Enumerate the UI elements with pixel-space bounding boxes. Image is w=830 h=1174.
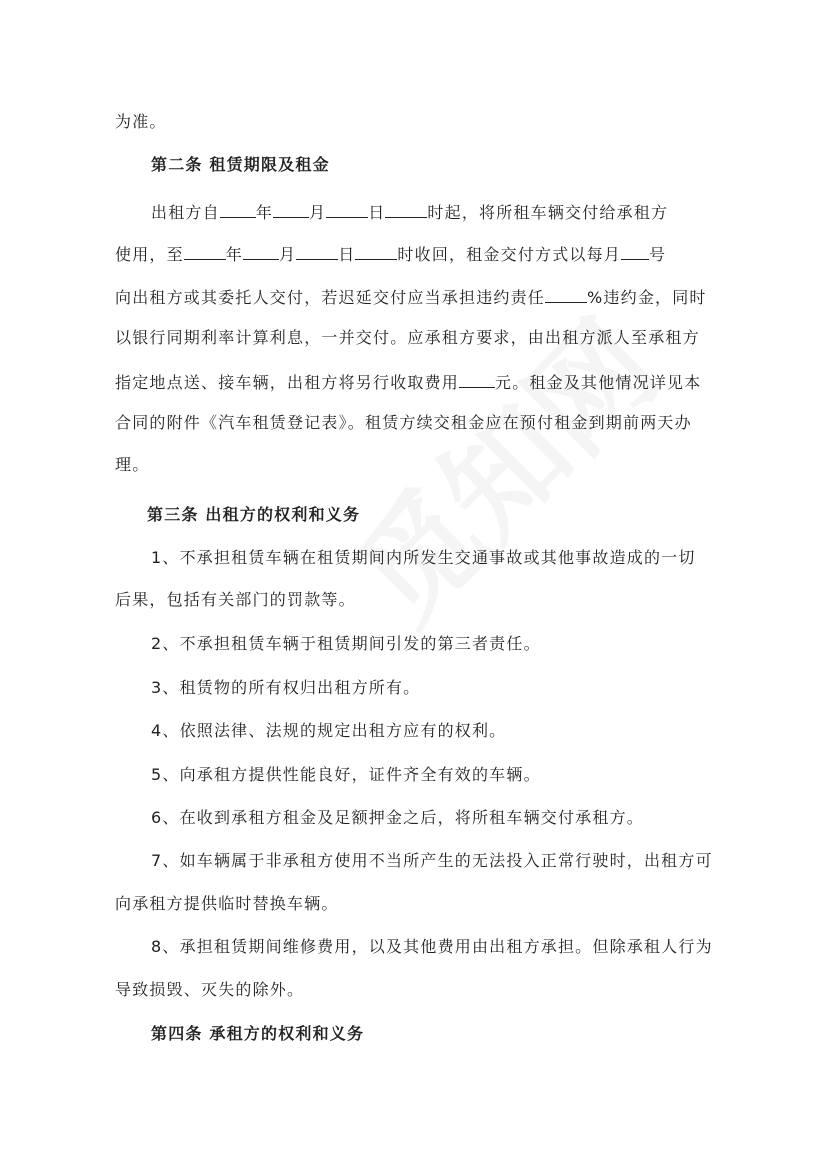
- list-item: 1、不承担租赁车辆在租赁期间内所发生交通事故或其他事故造成的一切: [151, 548, 696, 567]
- list-item: 7、如车辆属于非承租方使用不当所产生的无法投入正常行驶时，出租方可: [151, 851, 713, 870]
- text-line: 导致损毁、灭失的除外。: [115, 980, 305, 999]
- text-line: 合同的附件《汽车租赁登记表》。租赁方续交租金应在预付租金到期前两天办: [115, 413, 692, 432]
- section-heading-2: 第二条 租赁期限及租金: [151, 155, 330, 174]
- section-heading-4: 第四条 承租方的权利和义务: [151, 1024, 365, 1043]
- text-line: 后果，包括有关部门的罚款等。: [115, 590, 356, 609]
- list-item: 2、不承担租赁车辆于租赁期间引发的第三者责任。: [151, 634, 541, 653]
- text-line-blanks: 出租方自 年 月 日 时起，将所租车辆交付给承租方: [151, 203, 669, 222]
- section-heading-3: 第三条 出租方的权利和义务: [147, 505, 361, 524]
- text-line: 理。: [115, 455, 150, 474]
- text-line: 向承租方提供临时替换车辆。: [115, 894, 339, 913]
- text-line-blanks: 指定地点送、接车辆，出租方将另行收取费用 元。租金及其他情况详见本: [115, 373, 702, 392]
- list-item: 4、依照法律、法规的规定出租方应有的权利。: [151, 721, 507, 740]
- text-line: 为准。: [115, 112, 167, 131]
- list-item: 8、承担租赁期间维修费用，以及其他费用由出租方承担。但除承租人行为: [151, 937, 713, 956]
- list-item: 6、在收到承租方租金及足额押金之后，将所租车辆交付承租方。: [151, 808, 644, 827]
- list-item: 3、租赁物的所有权归出租方所有。: [151, 678, 421, 697]
- text-line-blanks: 使用，至 年 月 日 时收回，租金交付方式以每月 号: [115, 245, 667, 264]
- list-item: 5、向承租方提供性能良好，证件齐全有效的车辆。: [151, 765, 541, 784]
- text-line-blanks: 向出租方或其委托人交付，若迟延交付应当承担违约责任 %违约金，同时: [115, 288, 707, 307]
- text-line: 以银行同期利率计算利息，一并交付。应承租方要求，由出租方派人至承租方: [115, 328, 700, 347]
